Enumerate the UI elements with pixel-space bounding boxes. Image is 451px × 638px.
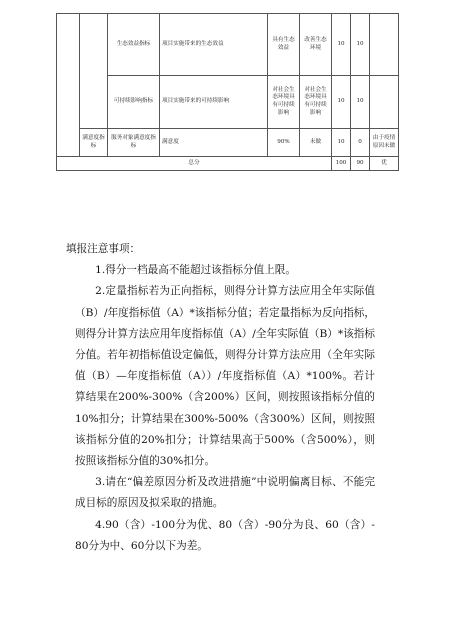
note-item: 1.得分一档最高不能超过该指标分值上限。 [95,264,296,277]
target-cell: 具有生态效益 [268,14,300,76]
note-item: 3.请在“偏差原因分析及改进措施”中说明偏离目标、不能完成目标的原因及拟采取的措施。 [75,476,375,510]
content-cell: 满意度 [160,129,268,157]
category-cell: 满意度指标 [80,129,108,157]
content-cell: 项目实施带来的可持续影响 [160,76,268,129]
table-row [57,14,399,76]
indicator-cell: 生态效益指标 [108,14,160,76]
total-weight: 100 [332,157,351,171]
weight-cell: 10 [332,76,351,129]
weight-cell: 10 [332,129,351,157]
total-label: 总分 [57,157,332,171]
note-item: 2.定量指标若为正向指标，则得分计算方法应用全年实际值（B）/年度指标值（A）*该指标分值；若定量指标为反向指标，则得分计算方法应用年度指标值（A）/全年实际值（B）*该指标分值。若年初指标值设定偏低，则得分计算方法应用（全年实际值（B）—年度指标值（A））/年度指标值（A）*100%。若计算结果在200%-300%（含200%）区间，则按照该指标分值的10%扣分；计算结果在300%-500%（含300%）区间，则按照该指标分值的20%扣分；计算结果高于500%（含500%），则按照该指标分值的30%扣分。 [75,285,375,468]
score-cell: 0 [351,129,370,157]
score-cell: 10 [351,76,370,129]
indicator-cell: 可持续影响指标 [108,76,160,129]
total-grade: 优 [370,157,399,171]
empty-cell [80,14,108,129]
reason-cell: 由于疫情原因未做 [370,129,399,157]
notes-title: 填报注意事项： [66,243,141,255]
weight-cell: 10 [332,14,351,76]
reason-cell [370,76,399,129]
score-cell: 10 [351,14,370,76]
performance-table [56,13,399,171]
total-row [57,157,399,171]
actual-cell: 未做 [300,129,332,157]
content-cell: 项目实施带来的生态效益 [160,14,268,76]
reason-cell [370,14,399,76]
table-row [57,129,399,157]
table-row [57,76,399,129]
actual-cell: 对社会生态环境具有可持续影响 [300,76,332,129]
note-item: 4.90（含）-100分为优、80（含）-90分为良、60（含）-80分为中、60分以下为差。 [75,518,375,552]
actual-cell: 改善生态环境 [300,14,332,76]
notes-section [66,239,375,557]
indicator-cell: 服务对象满意度指标 [108,129,160,157]
target-cell: 对社会生态环境具有可持续影响 [268,76,300,129]
empty-cell [57,14,80,157]
total-score: 90 [351,157,370,171]
target-cell: 90% [268,129,300,157]
